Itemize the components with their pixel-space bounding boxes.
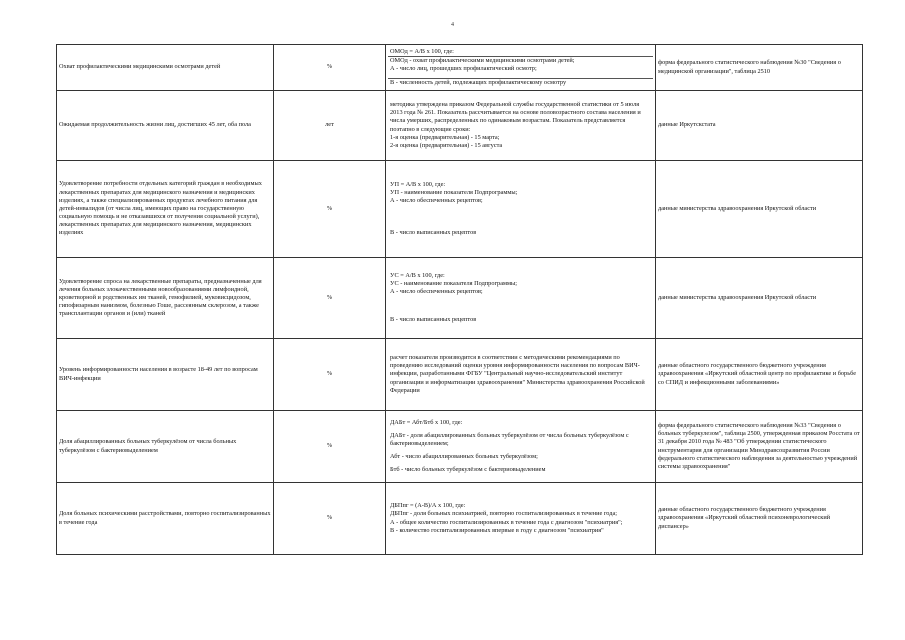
method-cell [386,45,656,91]
page-number: 4 [451,22,454,28]
indicator-name-cell [57,258,274,339]
indicator-name: Уровень информированности населения в возрасте 18-49 лет по вопросам ВИЧ-инфекции [59,366,258,382]
method-line: В - количество госпитализированных впервые в году с диагнозом "психиатрия" [390,526,604,534]
method-cell [386,483,656,555]
method-line: ОМОд = А/В x 100, где: [390,47,454,55]
indicators-table [56,44,863,555]
source-cell [656,45,863,91]
method-line: УС - наименование показателя Подпрограммы; [390,279,517,287]
data-source: форма федерального статистического наблюдения №33 "Сведения о больных туберкулезом", таблица 2500, утвержденная приказом Росстата от 31 декабря 2010 года № 483 "Об утверждении статистического инструментария для организации Минздравсоцразвития России федерального статистического наблюдения за деятельностью учреждений системы здравоохранения" [658,421,860,470]
indicator-name-cell [57,161,274,258]
method-line: А - число лиц, прошедших профилактический осмотр; [390,65,537,72]
indicator-name: Доля больных психическими расстройствами, повторно госпитализированных в течение года [59,510,271,526]
unit-cell: % [274,411,386,483]
unit-cell: лет [274,91,386,161]
method-line: ДАБт - доля абациллированных больных туберкулёзом от числа больных туберкулёзом с бактериовыделением; [390,431,629,447]
method-line: А - число обеспеченных рецептов; [390,288,483,295]
method-line: Бтб - число больных туберкулёзом с бактериовыделением [390,466,546,474]
table-row [57,91,863,161]
method-line: УП - наименование показателя Подпрограммы; [390,188,518,196]
indicator-name-cell [57,483,274,555]
unit-cell: % [274,258,386,339]
data-source: данные министерства здравоохранения Иркутской области [658,293,817,301]
method-line: ОМОд - охват профилактическими медицинскими осмотрами детей; [388,56,653,65]
method-line: В - численность детей, подлежащих профилактическому осмотру [388,78,653,87]
indicator-name: Доля абациллированных больных туберкулёзом от числа больных туберкулёзом с бактериовыделением [59,438,237,454]
unit-cell: % [274,483,386,555]
method-line: расчет показателя производится в соответствии с методическими рекомендациями по проведению исследований оценки уровня информированности населения по вопросам ВИЧ-инфекции, разработанными ФГБУ "Центральный научно-исследовательский институт организации и информатизации здравоохранения" Министерства здравоохранения Российской Федерации [390,354,645,394]
indicator-name-cell [57,411,274,483]
unit-cell: % [274,45,386,91]
table-row [57,45,863,91]
method-line: УП = А/В x 100, где: [390,180,446,188]
method-line: Абт - число абациллированных больных туберкулёзом; [390,453,538,461]
source-cell [656,161,863,258]
method-line: ДБПпг - доля больных психиатрией, повторно госпитализированных в течение года; [390,510,618,518]
method-line: В - число выписанных рецептов [390,229,477,237]
table-row [57,411,863,483]
method-line: методика утверждена приказом Федеральной службы государственной статистики от 5 июля 2013 года № 261. Показатель рассчитывается на основе половозрастного состава населения и числа умерших, распределенных по одинаковым возрастам. Показатель представляется поэтапно в следующие сроки: [390,100,641,133]
data-source: данные областного государственного бюджетного учреждения здравоохранения «Иркутский областной психоневрологический диспансер» [658,506,831,530]
data-source: данные министерства здравоохранения Иркутской области [658,204,817,212]
data-source: данные областного государственного бюджетного учреждения здравоохранения «Иркутский областной центр по профилактике и борьбе со СПИД и инфекционными заболеваниями» [658,362,856,386]
indicator-name-cell [57,45,274,91]
indicator-name-cell [57,339,274,411]
method-cell [386,161,656,258]
method-line: 2-я оценка (предварительная) - 15 августа [390,141,503,149]
method-line: 1-я оценка (предварительная) - 15 марта; [390,133,500,141]
method-line: ДБПпг = (А-В)/А x 100, где: [390,502,466,510]
method-line: А - общее количество госпитализированных в течение года с диагнозом "психиатрия"; [390,518,623,526]
unit-cell: % [274,161,386,258]
indicator-name: Удовлетворение потребности отдельных категорий граждан в необходимых лекарственных препаратах для медицинского назначения и медицинских изделиях, а также специализированных продуктах лечебного питания для детей-инвалидов (от числа лиц, имеющих право на государственную социальную помощь и не отказавшихся от получения социальной услуги), лекарственных препаратах для медицинского назначения, медицинских изделиях [59,180,262,237]
method-line: УС = А/В x 100, где: [390,271,445,279]
table-row [57,483,863,555]
indicator-name: Ожидаемая продолжительность жизни лиц, достигших 45 лет, оба пола [59,121,251,129]
table-row [57,339,863,411]
indicator-name-cell [57,91,274,161]
indicator-name: Охват профилактическими медицинскими осмотрами детей [59,63,221,71]
table-row [57,161,863,258]
data-source: данные Иркутскстата [658,121,716,129]
source-cell [656,339,863,411]
data-source: форма федерального статистического наблюдения №30 "Сведения о медицинской организации", таблица 2510 [658,59,841,75]
method-cell [386,91,656,161]
source-cell [656,91,863,161]
source-cell [656,258,863,339]
source-cell [656,411,863,483]
unit-cell: % [274,339,386,411]
method-cell [386,411,656,483]
table-row [57,258,863,339]
method-cell [386,258,656,339]
method-line: В - число выписанных рецептов [390,316,477,324]
method-cell [386,339,656,411]
method-line: А - число обеспеченных рецептов; [390,197,483,204]
method-line: ДАБт = Абт/Бтб x 100, где: [390,418,463,426]
indicator-name: Удовлетворение спроса на лекарственные препараты, предназначенные для лечения больных злокачественными новообразованиями лимфоидной, кроветворной и родственных им тканей, гемофилией, муковисцидозом, гипофизарным нанизмом, болезнью Гоше, рассеянным склерозом, а также трансплантации органов и (или) тканей [59,277,262,318]
source-cell [656,483,863,555]
